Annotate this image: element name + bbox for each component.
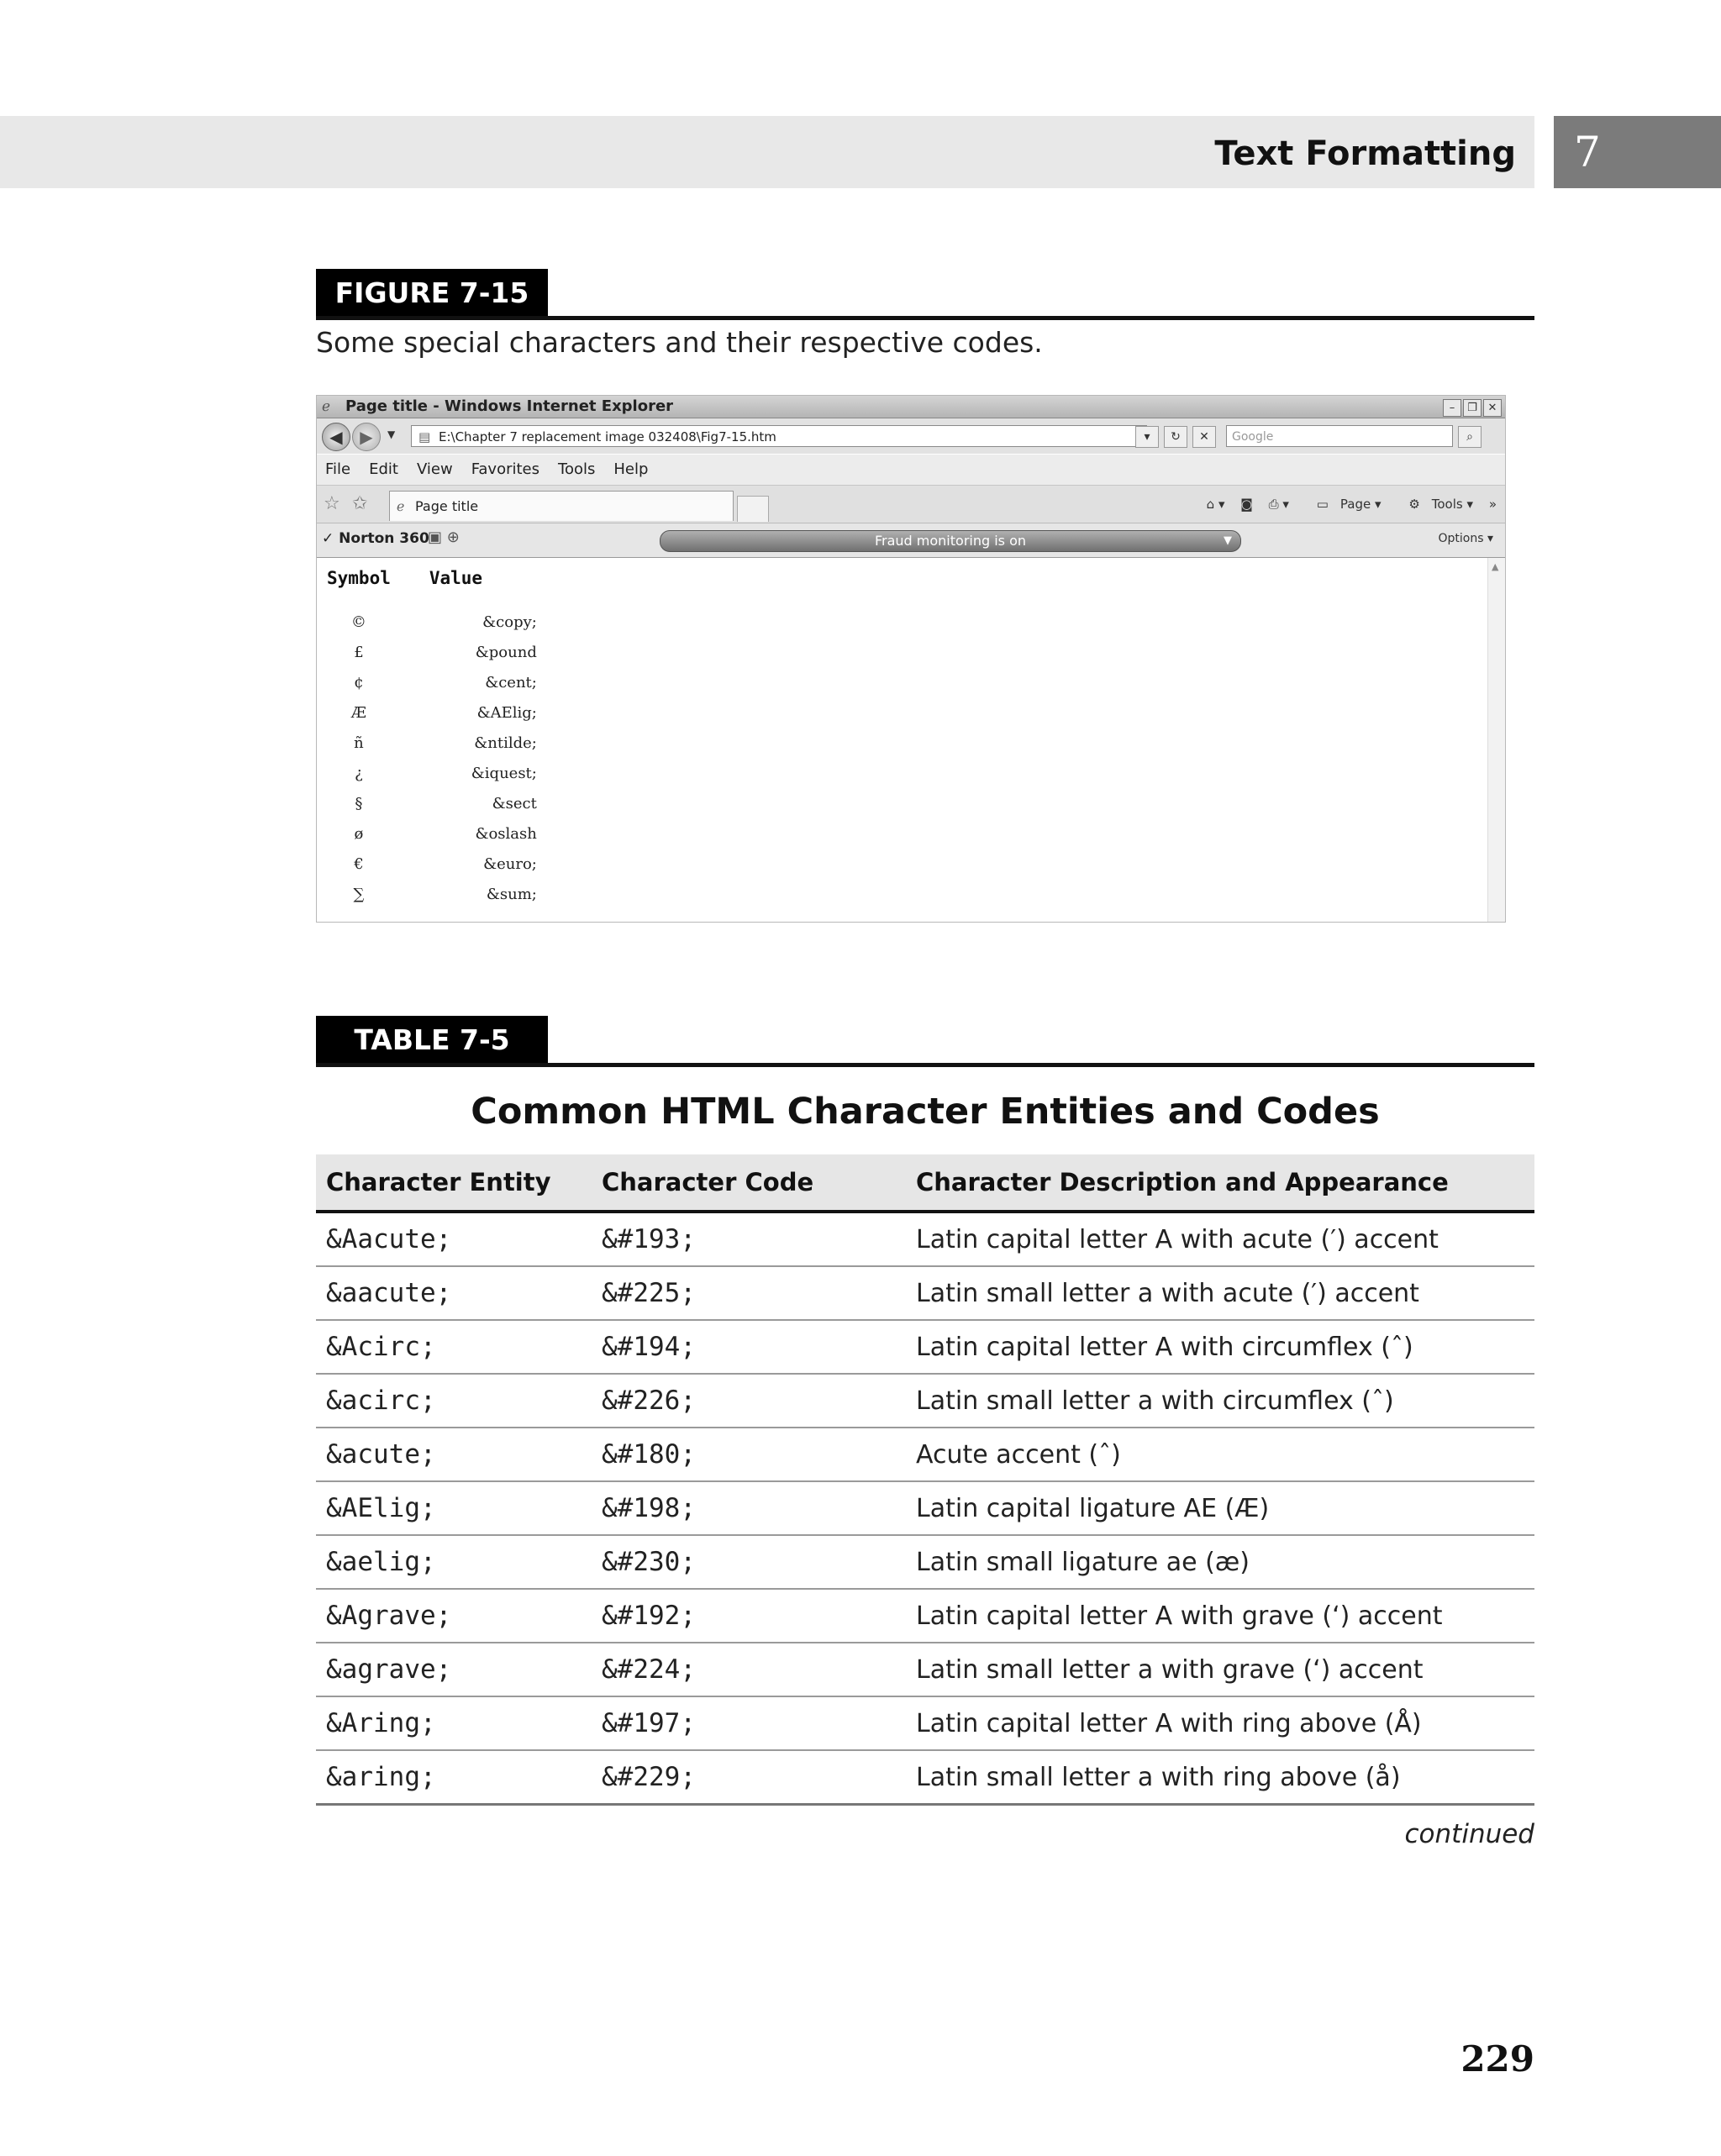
table-row [316,1589,1534,1643]
new-tab-button[interactable] [737,496,769,522]
stop-icon[interactable]: ✕ [1192,426,1216,448]
vertical-scrollbar[interactable] [1487,558,1505,922]
page-menu[interactable]: ▭ Page ▾ [1316,497,1382,512]
search-placeholder: Google [1232,430,1274,444]
entity-cell: &Acirc; [316,1320,592,1374]
home-icon[interactable]: ⌂ ▾ [1206,497,1225,512]
description-cell: Latin small letter a with grave (‘) accent [906,1643,1534,1696]
entity-cell: &acute; [316,1428,592,1481]
address-dropdown-icon[interactable]: ▾ [1135,426,1159,448]
figure-label: FIGURE 7-15 [316,269,548,316]
address-bar[interactable] [411,425,1147,447]
entity-cell: &agrave; [316,1643,592,1696]
value-cell: &iquest; [471,764,537,782]
minimize-icon[interactable]: – [1443,399,1461,417]
entity-cell: &AElig; [316,1481,592,1535]
close-icon[interactable]: ✕ [1483,399,1502,417]
description-cell: Latin capital letter A with circumflex (ˆ) [906,1320,1534,1374]
symbol-row [327,728,537,758]
table-row [316,1643,1534,1696]
options-label: Options [1438,532,1484,545]
page-menu-icon: ▭ [1316,497,1329,512]
table-row [316,1320,1534,1374]
scroll-up-icon[interactable]: ▲ [1492,561,1499,572]
tab-page-icon: ℯ [397,498,405,514]
fraud-monitor-bar[interactable] [660,530,1241,552]
fraud-status: Fraud monitoring is on [874,533,1027,549]
back-arrow-icon[interactable]: ◀ [322,423,350,451]
running-title: Text Formatting [1214,134,1516,173]
symbol-row [327,637,537,667]
refresh-icon[interactable]: ↻ [1164,426,1187,448]
menu-file[interactable]: File [325,460,351,478]
history-dropdown-icon[interactable]: ▼ [387,429,396,440]
feeds-icon[interactable]: ◙ [1240,497,1253,512]
entity-cell: &Aacute; [316,1212,592,1266]
entity-cell: &acirc; [316,1374,592,1428]
page-menu-label: Page [1339,497,1371,512]
symbol-row [327,697,537,728]
menu-edit[interactable]: Edit [369,460,398,478]
gear-icon: ⚙ [1408,497,1420,512]
symbol-row [327,818,537,849]
code-cell: &#226; [592,1374,906,1428]
value-cell: &AElig; [476,703,537,722]
chevron-down-icon: ▼ [1224,534,1232,547]
symbol-table [327,568,537,909]
window-title: Page title - Windows Internet Explorer [345,397,674,415]
value-cell: &pound [475,643,537,661]
value-cell: &euro; [483,855,537,873]
forward-arrow-icon[interactable]: ▶ [352,423,381,451]
description-cell: Latin capital ligature AE (Æ) [906,1481,1534,1535]
symbol-row [327,607,537,637]
code-cell: &#197; [592,1696,906,1750]
column-header-code: Character Code [592,1154,906,1212]
table-row [316,1481,1534,1535]
symbol-row [327,849,537,879]
entity-cell: &aacute; [316,1266,592,1320]
code-cell: &#194; [592,1320,906,1374]
description-cell: Latin small letter a with circumflex (ˆ) [906,1374,1534,1428]
table-row [316,1212,1534,1266]
code-cell: &#192; [592,1589,906,1643]
print-icon[interactable]: ⎙ ▾ [1268,497,1289,512]
running-header [0,116,1534,188]
value-cell: &sum; [486,885,537,903]
menu-view[interactable]: View [416,460,453,478]
add-favorites-icon[interactable]: ✩ [352,493,368,514]
description-cell: Latin small letter a with acute (′) accent [906,1266,1534,1320]
symbol-cell: £ [354,643,364,661]
value-cell: &ntilde; [474,734,537,752]
figure-label-bar [316,269,1534,320]
symbol-cell: Æ [350,703,366,722]
entities-table [316,1154,1534,1806]
symbol-cell: © [350,613,366,631]
restore-icon[interactable]: ❐ [1463,399,1482,417]
tab-bar [317,486,1505,523]
menu-tools[interactable]: Tools [558,460,596,478]
search-icon[interactable]: ⌕ [1458,426,1482,448]
column-header-entity: Character Entity [316,1154,592,1212]
table-label-bar [316,1016,1534,1067]
table-title: Common HTML Character Entities and Codes [471,1091,1380,1133]
ie-logo-icon: ℯ [322,398,331,415]
code-cell: &#224; [592,1643,906,1696]
description-cell: Acute accent (ˆ) [906,1428,1534,1481]
browser-titlebar [317,396,1505,418]
symbol-header: Symbol [327,568,391,588]
code-cell: &#230; [592,1535,906,1589]
entity-cell: &Aring; [316,1696,592,1750]
symbol-cell: ø [354,824,364,843]
symbol-row [327,667,537,697]
code-cell: &#180; [592,1428,906,1481]
symbol-cell: ñ [354,734,364,752]
symbol-cell: ¢ [354,673,364,691]
norton-check-icon: ✓ [322,530,334,547]
chapter-tab [1554,116,1721,188]
description-cell: Latin capital letter A with acute (′) accent [906,1212,1534,1266]
table-row [316,1428,1534,1481]
norton-label [322,530,429,547]
code-cell: &#193; [592,1212,906,1266]
table-label: TABLE 7-5 [316,1016,548,1063]
page-icon: ▤ [418,429,431,444]
page-number: 229 [1460,2038,1534,2080]
norton-toolbar-name: Norton 360 [339,530,429,547]
symbol-cell: € [354,855,364,873]
code-cell: &#198; [592,1481,906,1535]
overflow-icon[interactable]: » [1488,497,1497,512]
table-row [316,1750,1534,1805]
command-bar [1195,492,1497,516]
address-text: E:\Chapter 7 replacement image 032408\Fig7-15.htm [439,429,776,444]
value-header: Value [429,568,483,588]
table-row [316,1374,1534,1428]
code-cell: &#225; [592,1266,906,1320]
favorites-star-icon[interactable]: ☆ [324,493,340,514]
description-cell: Latin capital letter A with ring above (Å) [906,1696,1534,1750]
column-header-description: Character Description and Appearance [906,1154,1534,1212]
value-cell: &copy; [482,613,537,631]
description-cell: Latin small ligature ae (æ) [906,1535,1534,1589]
search-input[interactable] [1226,425,1453,447]
entity-cell: &aelig; [316,1535,592,1589]
entity-cell: &Agrave; [316,1589,592,1643]
value-cell: &sect [492,794,537,812]
identity-card-icon[interactable]: ▣ [428,528,443,546]
symbol-cell: ∑ [353,885,365,903]
table-row [316,1266,1534,1320]
figure-caption: Some special characters and their respective codes. [316,326,1043,359]
table-row [316,1696,1534,1750]
tools-menu-label: Tools [1431,497,1463,512]
globe-icon[interactable]: ⊕ [446,528,460,546]
norton-icons [428,528,460,546]
tools-menu[interactable]: ⚙ Tools ▾ [1408,497,1474,512]
symbol-cell: § [355,794,363,812]
value-cell: &oslash [475,824,537,843]
symbol-cell: ¿ [355,764,363,782]
value-cell: &cent; [485,673,537,691]
browser-content [317,558,1488,922]
options-menu[interactable]: Options ▾ [1438,532,1493,545]
window-controls [1441,398,1502,417]
norton-toolbar [317,523,1505,558]
description-cell: Latin capital letter A with grave (‘) accent [906,1589,1534,1643]
menu-bar [317,455,1505,486]
continued-note: continued [1404,1819,1534,1849]
menu-favorites[interactable]: Favorites [471,460,540,478]
menu-help[interactable]: Help [613,460,649,478]
symbol-row [327,758,537,788]
browser-screenshot [316,395,1506,923]
tab-page-title[interactable] [389,491,734,521]
description-cell: Latin small letter a with ring above (å) [906,1750,1534,1805]
tab-title: Page title [415,498,479,514]
chapter-number: 7 [1574,128,1601,176]
symbol-row [327,788,537,818]
address-toolbar [317,418,1505,454]
table-row [316,1535,1534,1589]
entity-cell: &aring; [316,1750,592,1805]
symbol-row [327,879,537,909]
code-cell: &#229; [592,1750,906,1805]
